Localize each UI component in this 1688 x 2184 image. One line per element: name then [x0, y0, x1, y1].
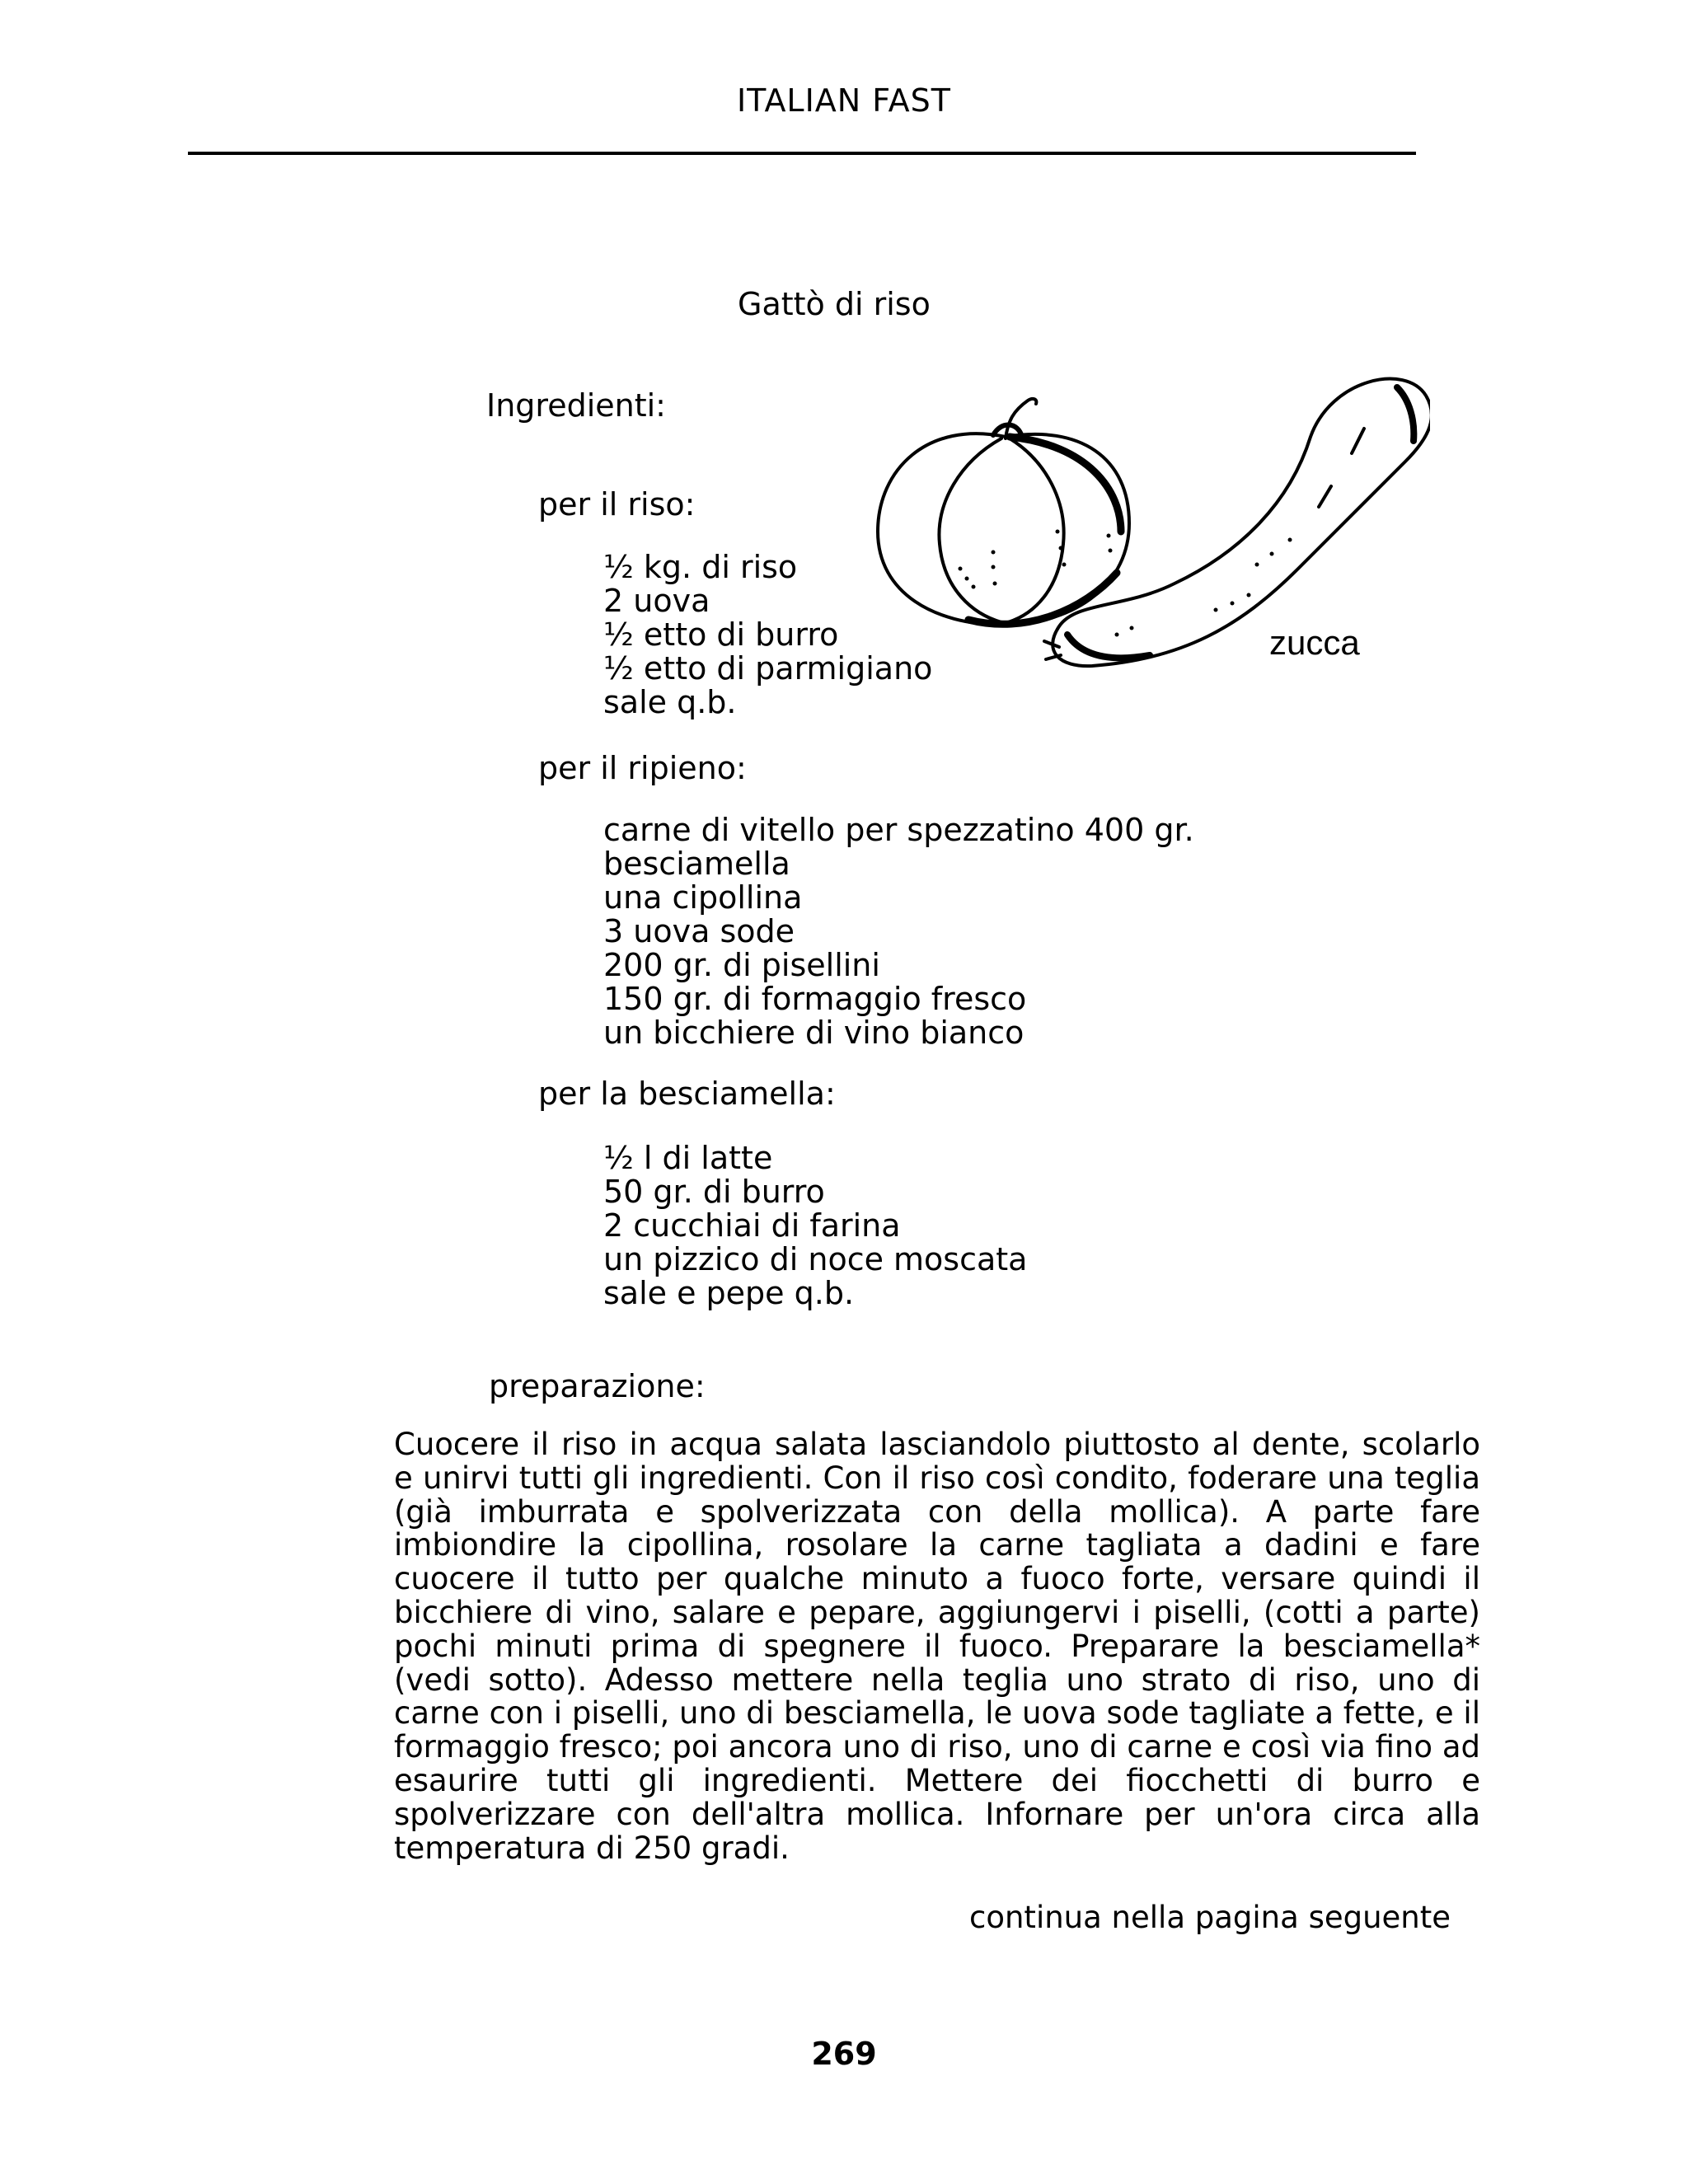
list-item: ½ etto di burro — [603, 616, 839, 653]
list-item: un bicchiere di vino bianco — [603, 1015, 1025, 1051]
list-item: 2 cucchiai di farina — [603, 1207, 901, 1244]
list-item: un pizzico di noce moscata — [603, 1241, 1028, 1277]
list-item: 3 uova sode — [603, 913, 795, 949]
list-item: 50 gr. di burro — [603, 1174, 825, 1210]
preparation-text: Cuocere il riso in acqua salata lasciandolo piuttosto al dente, scolarlo e unirvi tutti gli ingredienti. Con il riso così condito, foderare una teglia (già imburrata e spolverizzata con della mollica). A parte fare imbiondire la cipollina, rosolare la carne tagliata a dadini e fare cuocere il tutto per qualche minuto a fuoco forte, versare quindi il bicchiere di vino, salare e pepare, aggiungervi i piselli, (cotti a parte) pochi minuti prima di spegnere il fuoco. Preparare la besciamella* (vedi sotto). Adesso mettere nella teglia uno strato di riso, uno di carne con i piselli, uno di besciamella, le uova sode tagliate a fette, e il formaggio fresco; poi ancora uno di riso, uno di carne e così via fino ad esaurire tutti gli ingredienti. Mettere dei fiocchetti di burro e spolverizzare con dell'altra mollica. Infornare per un'ora circa alla temperatura di 250 gradi. — [394, 1427, 1480, 1866]
illustration-label: zucca — [1269, 623, 1360, 662]
list-item: 150 gr. di formaggio fresco — [603, 981, 1027, 1017]
section-heading-ripieno: per il ripieno: — [538, 750, 747, 786]
header-divider — [188, 152, 1416, 155]
list-item: 2 uova — [603, 583, 710, 619]
ingredients-heading: Ingredienti: — [486, 387, 666, 424]
section-heading-riso: per il riso: — [538, 486, 696, 523]
list-item: ½ etto di parmigiano — [603, 650, 933, 687]
section-heading-besciamella: per la besciamella: — [538, 1076, 836, 1112]
ingredient-list-besciamella — [603, 1141, 1027, 1310]
pumpkin-drawing — [878, 399, 1129, 625]
list-item: 200 gr. di pisellini — [603, 947, 880, 983]
continue-note: continua nella pagina seguente — [969, 1900, 1451, 1935]
list-item: besciamella — [603, 846, 790, 882]
page-number: 269 — [811, 2036, 877, 2072]
list-item: sale q.b. — [603, 684, 737, 720]
recipe-title: Gattò di riso — [738, 286, 931, 322]
preparation-heading: preparazione: — [489, 1368, 706, 1404]
list-item: ½ l di latte — [603, 1140, 773, 1176]
list-item: carne di vitello per spezzatino 400 gr. — [603, 812, 1194, 848]
list-item: una cipollina — [603, 879, 803, 916]
list-item: sale e pepe q.b. — [603, 1275, 855, 1311]
running-header: ITALIAN FAST — [736, 82, 952, 119]
ingredient-list-ripieno — [603, 813, 1194, 1050]
list-item: ½ kg. di riso — [603, 549, 798, 585]
